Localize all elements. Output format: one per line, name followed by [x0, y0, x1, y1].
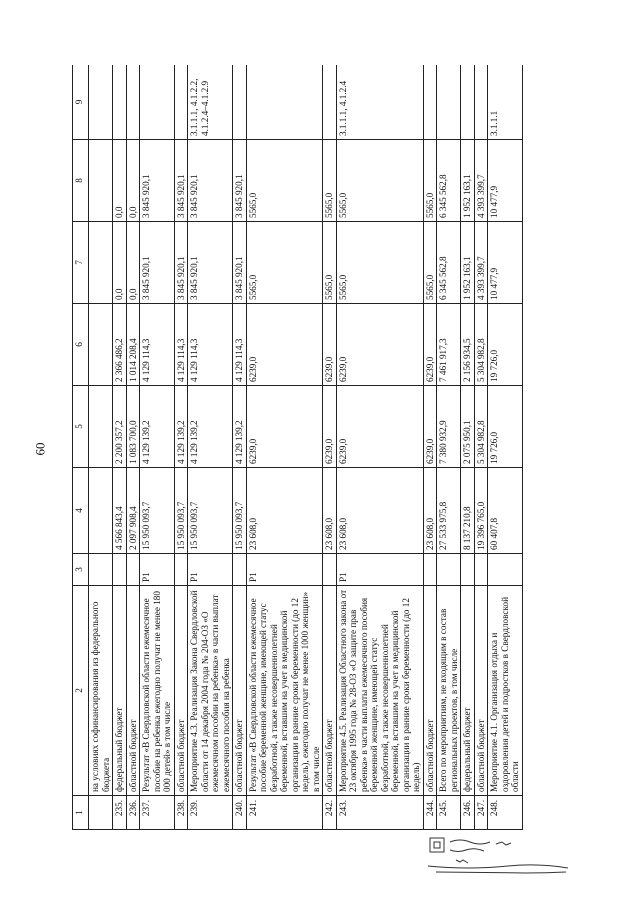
table-cell-goals: 3.1.1.1 — [488, 65, 523, 140]
column-header: 7 — [73, 222, 89, 304]
table-cell-v8 — [89, 140, 113, 222]
table-cell-v7: 5565,0 — [336, 222, 423, 304]
table-cell-code — [323, 554, 337, 586]
table-cell-name: областной бюджет — [233, 586, 247, 796]
table-cell-v4: 15 950 093,7 — [140, 468, 175, 554]
table-cell-v7: 3 845 920,1 — [174, 222, 188, 304]
table-cell-goals — [89, 65, 113, 140]
table-cell-v6: 4 129 114,3 — [140, 304, 175, 386]
table-cell-goals — [437, 65, 461, 140]
table-cell-v8: 1 952 163,1 — [461, 140, 475, 222]
table-cell-v8: 0,0 — [113, 140, 127, 222]
table-cell-v8: 10 477,9 — [488, 140, 523, 222]
column-header: 4 — [73, 468, 89, 554]
table-cell-n: 244. — [423, 796, 437, 830]
table-cell-code: P1 — [140, 554, 175, 586]
table-row — [188, 65, 233, 830]
table-cell-v7: 0,0 — [126, 222, 140, 304]
table-cell-n: 238. — [174, 796, 188, 830]
table-cell-n: 246. — [461, 796, 475, 830]
table-cell-v8: 5565,0 — [246, 140, 323, 222]
table-cell-n: 236. — [126, 796, 140, 830]
table-cell-v4: 15 950 093,7 — [188, 468, 233, 554]
column-header: 8 — [73, 140, 89, 222]
table-cell-n: 243. — [336, 796, 423, 830]
page-number: 60 — [32, 442, 48, 456]
table-cell-code: P1 — [246, 554, 323, 586]
table-cell-v5 — [89, 386, 113, 468]
table-cell-v6 — [89, 304, 113, 386]
table-cell-v4: 4 566 843,4 — [113, 468, 127, 554]
table-cell-n: 248. — [488, 796, 523, 830]
table-row — [488, 65, 523, 830]
table-cell-v8: 0,0 — [126, 140, 140, 222]
table-cell-v4: 2 097 908,4 — [126, 468, 140, 554]
table-cell-v6: 6239,0 — [246, 304, 323, 386]
table-cell-v5: 4 129 139,2 — [174, 386, 188, 468]
table-cell-code — [474, 554, 488, 586]
table-cell-v4: 23 608,0 — [323, 468, 337, 554]
table-cell-v8: 4 393 399,7 — [474, 140, 488, 222]
table-cell-v6: 6239,0 — [336, 304, 423, 386]
table-cell-name: областной бюджет — [126, 586, 140, 796]
table-cell-v4: 23 608,0 — [246, 468, 323, 554]
table-cell-name: Результат «В Свердловской области ежемесячное пособие беременной женщине, имеющей статус безработной, а также несовершеннолетней беременной, вставшим на учет в медицинской организации в ранние сроки беременности (до 12 недель), ежегодно получат не менее 1000 женщин» в том числе — [246, 586, 323, 796]
column-header: 3 — [73, 554, 89, 586]
table-cell-v4: 19 396 765,0 — [474, 468, 488, 554]
table-cell-v5: 4 129 139,2 — [140, 386, 175, 468]
table-cell-v7: 0,0 — [113, 222, 127, 304]
table-cell-v8: 3 845 920,1 — [233, 140, 247, 222]
table-cell-n: 237. — [140, 796, 175, 830]
table-cell-goals: 3.1.1.1, 4.1.2.2, 4.1.2.4–4.1.2.9 — [188, 65, 233, 140]
table-cell-v7: 10 477,9 — [488, 222, 523, 304]
table-cell-v6: 2 366 486,2 — [113, 304, 127, 386]
table-cell-v5: 2 075 950,1 — [461, 386, 475, 468]
table-row — [323, 65, 337, 830]
table-cell-v6: 7 461 917,3 — [437, 304, 461, 386]
table-cell-name: федеральный бюджет — [113, 586, 127, 796]
table-cell-n: 235. — [113, 796, 127, 830]
table-cell-name: областной бюджет — [323, 586, 337, 796]
table-cell-v7: 6 345 562,8 — [437, 222, 461, 304]
column-header: 9 — [73, 65, 89, 140]
table-row — [233, 65, 247, 830]
table-cell-v5: 6239,0 — [336, 386, 423, 468]
table-cell-goals — [323, 65, 337, 140]
table-cell-v4: 27 533 975,8 — [437, 468, 461, 554]
table-row — [437, 65, 461, 830]
table-cell-goals — [423, 65, 437, 140]
table-cell-v4: 15 950 093,7 — [174, 468, 188, 554]
table-cell-code: P1 — [188, 554, 233, 586]
table-cell-v5: 6239,0 — [323, 386, 337, 468]
table-cell-v5: 2 200 357,2 — [113, 386, 127, 468]
table-cell-v7: 5565,0 — [323, 222, 337, 304]
table-cell-goals — [126, 65, 140, 140]
table-cell-name: на условиях софинансирования из федерального бюджета — [89, 586, 113, 796]
table-row — [140, 65, 175, 830]
table-cell-code — [233, 554, 247, 586]
table-cell-v6: 5 304 982,8 — [474, 304, 488, 386]
table-cell-v4: 8 137 210,8 — [461, 468, 475, 554]
table-cell-goals — [233, 65, 247, 140]
table-cell-n: 239. — [188, 796, 233, 830]
table-cell-name: областной бюджет — [423, 586, 437, 796]
table-cell-v4: 15 950 093,7 — [233, 468, 247, 554]
table-cell-code — [89, 554, 113, 586]
table-cell-v7: 3 845 920,1 — [140, 222, 175, 304]
table-cell-v5: 19 726,0 — [488, 386, 523, 468]
table-cell-name: Результат «В Свердловской области ежемесячное пособие на ребенка ежегодно получат не менее 180 000 детей» в том числе — [140, 586, 175, 796]
table-cell-code — [488, 554, 523, 586]
table-cell-v6: 4 129 114,3 — [233, 304, 247, 386]
table-cell-goals — [113, 65, 127, 140]
table-row — [174, 65, 188, 830]
table-cell-goals — [461, 65, 475, 140]
table-cell-v7: 4 393 399,7 — [474, 222, 488, 304]
table-cell-name: областной бюджет — [474, 586, 488, 796]
table-cell-code — [174, 554, 188, 586]
registration-stamp-image — [426, 822, 586, 882]
table-row — [246, 65, 323, 830]
table-cell-v6: 2 156 934,5 — [461, 304, 475, 386]
table-cell-v4: 23 608,0 — [336, 468, 423, 554]
table-cell-v8: 5565,0 — [423, 140, 437, 222]
table-cell-v7: 5565,0 — [246, 222, 323, 304]
table-cell-v6: 6239,0 — [423, 304, 437, 386]
table-cell-v7: 5565,0 — [423, 222, 437, 304]
column-header: 5 — [73, 386, 89, 468]
table-cell-goals — [474, 65, 488, 140]
table-cell-v5: 5 304 982,8 — [474, 386, 488, 468]
table-cell-v5: 7 380 932,9 — [437, 386, 461, 468]
table-cell-v8: 5565,0 — [336, 140, 423, 222]
table-cell-v5: 1 083 700,0 — [126, 386, 140, 468]
table-cell-code — [461, 554, 475, 586]
table-cell-v6: 4 129 114,3 — [174, 304, 188, 386]
table-cell-v7 — [89, 222, 113, 304]
table-cell-n: 247. — [474, 796, 488, 830]
table-cell-v8: 3 845 920,1 — [174, 140, 188, 222]
table-row — [474, 65, 488, 830]
rotated-table-container — [72, 65, 602, 830]
column-header: 6 — [73, 304, 89, 386]
table-cell-n: 242. — [323, 796, 337, 830]
table-cell-code — [113, 554, 127, 586]
table-row — [461, 65, 475, 830]
table-row — [113, 65, 127, 830]
table-cell-goals: 3.1.1.1, 4.1.2.4 — [336, 65, 423, 140]
table-cell-v6: 4 129 114,3 — [188, 304, 233, 386]
table-cell-v6: 19 726,0 — [488, 304, 523, 386]
table-cell-v8: 6 345 562,8 — [437, 140, 461, 222]
table-cell-v5: 4 129 139,2 — [188, 386, 233, 468]
table-cell-name: федеральный бюджет — [461, 586, 475, 796]
table-cell-v8: 3 845 920,1 — [188, 140, 233, 222]
table-cell-name: Мероприятие 4.3. Реализация Закона Свердловской области от 14 декабря 2004 года № 204-ОЗ «О ежемесячном пособии на ребенка» в части выплат ежемесячного пособия на ребенка — [188, 586, 233, 796]
table-wrapper — [72, 65, 602, 830]
table-cell-v8: 5565,0 — [323, 140, 337, 222]
table-cell-name: Мероприятие 4.1. Организация отдыха и оздоровления детей и подростков в Свердловской области — [488, 586, 523, 796]
table-row — [423, 65, 437, 830]
table-cell-name: областной бюджет — [174, 586, 188, 796]
table-body — [89, 65, 523, 830]
table-cell-code — [437, 554, 461, 586]
table-cell-name: Всего по мероприятиям, не входящим в состав региональных проектов, в том числе — [437, 586, 461, 796]
table-cell-goals — [140, 65, 175, 140]
header-row — [73, 65, 89, 830]
table-cell-v6: 6239,0 — [323, 304, 337, 386]
table-cell-n — [89, 796, 113, 830]
table-cell-v5: 6239,0 — [423, 386, 437, 468]
table-cell-v8: 3 845 920,1 — [140, 140, 175, 222]
table-cell-n: 245. — [437, 796, 461, 830]
table-cell-v7: 1 952 163,1 — [461, 222, 475, 304]
table-cell-v5: 4 129 139,2 — [233, 386, 247, 468]
table-cell-name: Мероприятие 4.5. Реализация Областного закона от 23 октября 1995 года № 28-ОЗ «О защите прав ребенка» в части выплаты ежемесячного пособия беременной женщине, имеющей статус безработной, а также несовершеннолетней беременной, вставшим на учет в медицинской организации в ранние сроки беременности (до 12 недель) — [336, 586, 423, 796]
table-cell-n: 240. — [233, 796, 247, 830]
table-cell-v6: 1 014 208,4 — [126, 304, 140, 386]
table-cell-v4: 60 407,8 — [488, 468, 523, 554]
column-header: 2 — [73, 586, 89, 796]
table-cell-v5: 6239,0 — [246, 386, 323, 468]
table-cell-n: 241. — [246, 796, 323, 830]
table-cell-v7: 3 845 920,1 — [233, 222, 247, 304]
table-cell-code: P1 — [336, 554, 423, 586]
table-cell-goals — [246, 65, 323, 140]
table-cell-v4: 23 608,0 — [423, 468, 437, 554]
table-cell-goals — [174, 65, 188, 140]
table-cell-v7: 3 845 920,1 — [188, 222, 233, 304]
table-cell-code — [126, 554, 140, 586]
table-cell-code — [423, 554, 437, 586]
budget-table — [72, 65, 523, 830]
table-row — [89, 65, 113, 830]
column-header: 1 — [73, 796, 89, 830]
table-cell-v4 — [89, 468, 113, 554]
table-row — [126, 65, 140, 830]
table-row — [336, 65, 423, 830]
